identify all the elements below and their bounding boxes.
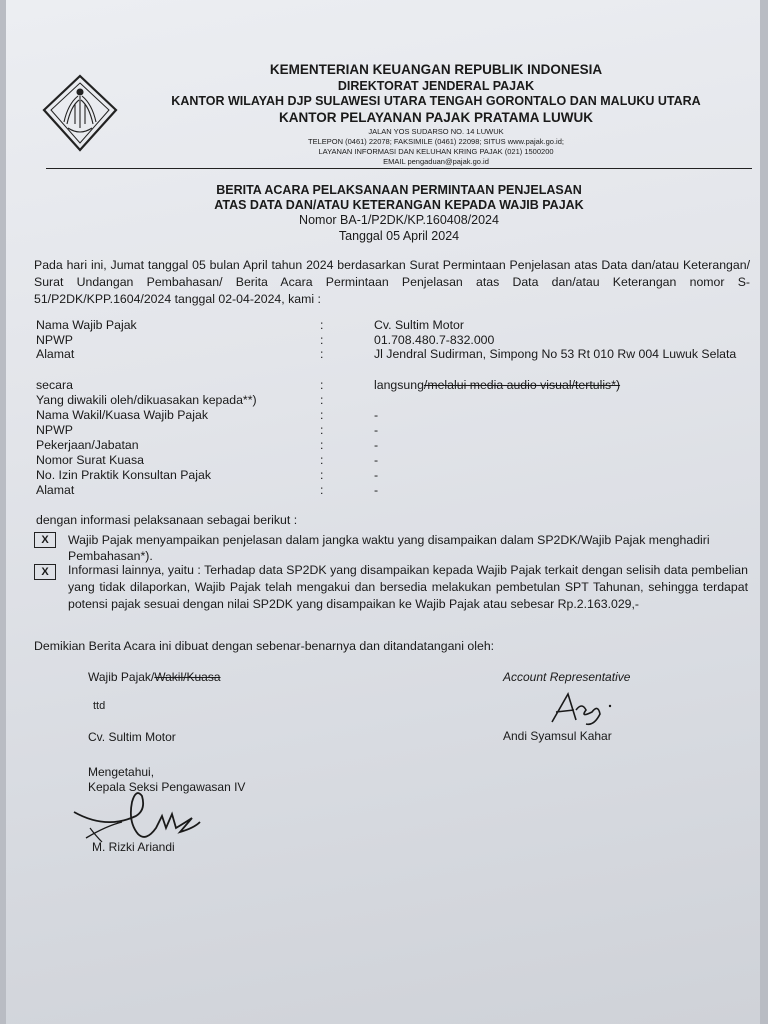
- wakil-label: Nama Wakil/Kuasa Wajib Pajak: [36, 408, 208, 422]
- item1-text-line2: Pembahasan*).: [68, 549, 153, 563]
- intro-paragraph: Pada hari ini, Jumat tanggal 05 bulan April tahun 2024 berdasarkan Surat Permintaan Penjelasan atas Data dan/atau Keterangan/ Surat Undangan Pembahasan/ Berita Acara Permintaan Penjelasan atas Data dan/atau Keterangan nomor S-51/P2DK/KPP.1604/2024 tanggal 02-04-2024, kami :: [34, 258, 750, 306]
- header-divider: [46, 168, 752, 169]
- signature-right-icon: [546, 688, 626, 728]
- header-regional-office: KANTOR WILAYAH DJP SULAWESI UTARA TENGAH GORONTALO DAN MALUKU UTARA: [171, 94, 701, 108]
- secara-label: secara: [36, 378, 73, 392]
- colon: :: [320, 378, 324, 392]
- surat-kuasa-value: -: [374, 453, 379, 467]
- closing-paragraph: Demikian Berita Acara ini dibuat dengan sebenar-benarnya dan ditandatangani oleh:: [34, 639, 495, 653]
- item1-text-line1: Wajib Pajak menyampaikan penjelasan dalam jangka waktu yang disampaikan dalam SP2DK/Wajib Pajak menghadiri: [68, 533, 710, 547]
- wakil-value: -: [374, 408, 379, 422]
- alamat2-label: Alamat: [36, 483, 75, 497]
- signer-left-ttd: ttd: [93, 700, 106, 712]
- signer-left-title-plain: Wajib Pajak/: [88, 670, 155, 684]
- doc-number: Nomor BA-1/P2DK/KP.160408/2024: [299, 213, 499, 227]
- alamat-value: Jl Jendral Sudirman, Simpong No 53 Rt 010 Rw 004 Luwuk Selata: [374, 347, 737, 361]
- item2-checkbox: X: [34, 564, 56, 580]
- signer-left-name: Cv. Sultim Motor: [88, 730, 176, 744]
- nama-label: Nama Wajib Pajak: [36, 318, 137, 332]
- npwp-label: NPWP: [36, 333, 73, 347]
- colon: :: [320, 318, 324, 332]
- colon: :: [320, 423, 324, 437]
- item2-text: Informasi lainnya, yaitu : Terhadap data SP2DK yang disampaikan kepada Wajib Pajak terkait dengan selisih data pembelian yang tidak dilaporkan, Wajib Pajak telah mengakui dan bersedia melakukan pembetulan SPT Tahunan, sehingga terdapat potensi pajak sesuai dengan nilai SP2DK yang disampaikan ke Wajib Pajak atau sebesar Rp.2.163.029,-: [68, 563, 748, 611]
- doc-title-line1: BERITA ACARA PELAKSANAAN PERMINTAAN PENJELASAN: [216, 183, 582, 197]
- signer-left-title: [88, 670, 221, 684]
- doc-date: Tanggal 05 April 2024: [338, 229, 460, 243]
- header-office: KANTOR PELAYANAN PAJAK PRATAMA LUWUK: [278, 110, 593, 125]
- ministry-logo-icon: [42, 74, 118, 154]
- colon: :: [320, 438, 324, 452]
- header-address: JALAN YOS SUDARSO NO. 14 LUWUK: [368, 127, 504, 136]
- item1-checkbox: X: [34, 532, 56, 548]
- colon: :: [320, 408, 324, 422]
- header-ministry: KEMENTERIAN KEUANGAN REPUBLIK INDONESIA: [269, 62, 603, 77]
- secara-selected: langsung: [374, 378, 424, 392]
- pekerjaan-label: Pekerjaan/Jabatan: [36, 438, 139, 452]
- colon: :: [320, 393, 324, 407]
- npwp2-value: -: [374, 423, 379, 437]
- secara-struck-options: /melalui media audio visual/tertulis*): [423, 378, 621, 392]
- header-phone: TELEPON (0461) 22078; FAKSIMILE (0461) 22098; SITUS www.pajak.go.id;: [308, 137, 564, 146]
- alamat2-value: -: [374, 483, 379, 497]
- acknowledge-title: Kepala Seksi Pengawasan IV: [88, 780, 246, 794]
- document-page: [6, 0, 760, 1024]
- izin-value: -: [374, 468, 379, 482]
- colon: :: [320, 483, 324, 497]
- acknowledge-label: Mengetahui,: [88, 765, 155, 779]
- surat-kuasa-label: Nomor Surat Kuasa: [36, 453, 144, 467]
- colon: :: [320, 347, 324, 361]
- npwp-value: 01.708.480.7-832.000: [374, 333, 495, 347]
- signer-right-title: Account Representative: [503, 670, 631, 684]
- alamat-label: Alamat: [36, 347, 75, 361]
- acknowledge-name: M. Rizki Ariandi: [92, 840, 175, 854]
- colon: :: [320, 333, 324, 347]
- izin-label: No. Izin Praktik Konsultan Pajak: [36, 468, 211, 482]
- header-email: EMAIL pengaduan@pajak.go.id: [383, 157, 489, 166]
- npwp2-label: NPWP: [36, 423, 73, 437]
- signer-right-name: Andi Syamsul Kahar: [503, 729, 612, 743]
- secara-value: [374, 378, 620, 392]
- nama-value: Cv. Sultim Motor: [374, 318, 464, 332]
- signer-left-title-struck: Wakil/Kuasa: [154, 670, 221, 684]
- diwakili-label: Yang diwakili oleh/dikuasakan kepada**): [36, 393, 257, 407]
- colon: :: [320, 468, 324, 482]
- doc-title-line2: ATAS DATA DAN/ATAU KETERANGAN KEPADA WAJIB PAJAK: [214, 198, 584, 212]
- header-info: LAYANAN INFORMASI DAN KELUHAN KRING PAJAK (021) 1500200: [318, 147, 554, 156]
- header-directorate: DIREKTORAT JENDERAL PAJAK: [337, 79, 535, 93]
- pekerjaan-value: -: [374, 438, 379, 452]
- info-intro: dengan informasi pelaksanaan sebagai berikut :: [36, 513, 298, 527]
- colon: :: [320, 453, 324, 467]
